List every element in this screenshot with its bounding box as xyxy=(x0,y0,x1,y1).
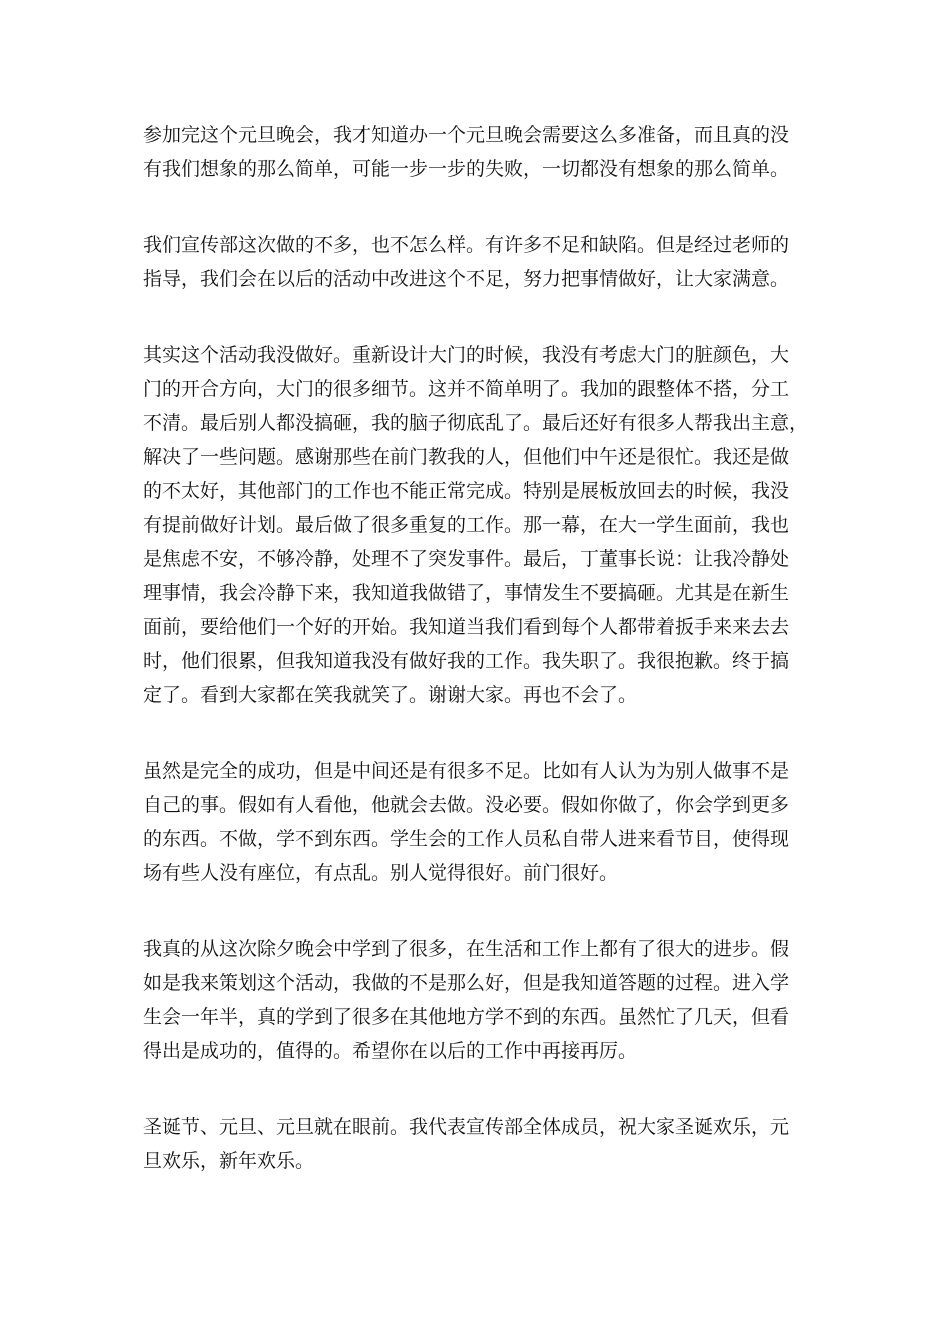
text-line: 门的开合方向，大门的很多细节。这并不简单明了。我加的跟整体不搭，分工 xyxy=(143,378,790,400)
paragraph-4 xyxy=(143,754,813,890)
text-line: 其实这个活动我没做好。重新设计大门的时候，我没有考虑大门的脏颜色，大 xyxy=(143,344,790,366)
paragraph-2 xyxy=(143,228,813,296)
text-line: 是焦虑不安，不够冷静，处理不了突发事件。最后，丁董事长说：让我冷静处 xyxy=(143,548,790,570)
document-body xyxy=(143,118,813,1220)
text-line: 我真的从这次除夕晚会中学到了很多，在生活和工作上都有了很大的进步。假 xyxy=(143,938,790,960)
text-line: 圣诞节、元旦、元旦就在眼前。我代表宣传部全体成员，祝大家圣诞欢乐，元 xyxy=(143,1116,790,1138)
text-line: 定了。看到大家都在笑我就笑了。谢谢大家。再也不会了。 xyxy=(143,684,638,706)
text-line: 不清。最后别人都没搞砸，我的脑子彻底乱了。最后还好有很多人帮我出主意， xyxy=(143,412,809,434)
text-line: 场有些人没有座位，有点乱。别人觉得很好。前门很好。 xyxy=(143,862,619,884)
text-line: 如是我来策划这个活动，我做的不是那么好，但是我知道答题的过程。进入学 xyxy=(143,972,790,994)
text-line: 解决了一些问题。感谢那些在前门教我的人，但他们中午还是很忙。我还是做 xyxy=(143,446,790,468)
text-line: 理事情，我会冷静下来，我知道我做错了，事情发生不要搞砸。尤其是在新生 xyxy=(143,582,790,604)
paragraph-5 xyxy=(143,932,813,1068)
text-line: 时，他们很累，但我知道我没有做好我的工作。我失职了。我很抱歉。终于搞 xyxy=(143,650,790,672)
text-line: 有我们想象的那么简单，可能一步一步的失败，一切都没有想象的那么简单。 xyxy=(143,158,790,180)
text-line: 指导，我们会在以后的活动中改进这个不足，努力把事情做好，让大家满意。 xyxy=(143,268,790,290)
text-line: 生会一年半，真的学到了很多在其他地方学不到的东西。虽然忙了几天，但看 xyxy=(143,1006,790,1028)
paragraph-3 xyxy=(143,338,813,712)
paragraph-6 xyxy=(143,1110,813,1178)
text-line: 有提前做好计划。最后做了很多重复的工作。那一幕，在大一学生面前，我也 xyxy=(143,514,790,536)
text-line: 得出是成功的，值得的。希望你在以后的工作中再接再厉。 xyxy=(143,1040,638,1062)
text-line: 虽然是完全的成功，但是中间还是有很多不足。比如有人认为为别人做事不是 xyxy=(143,760,790,782)
text-line: 的东西。不做，学不到东西。学生会的工作人员私自带人进来看节目，使得现 xyxy=(143,828,790,850)
text-line: 的不太好，其他部门的工作也不能正常完成。特别是展板放回去的时候，我没 xyxy=(143,480,790,502)
text-line: 自己的事。假如有人看他，他就会去做。没必要。假如你做了，你会学到更多 xyxy=(143,794,790,816)
text-line: 面前，要给他们一个好的开始。我知道当我们看到每个人都带着扳手来来去去 xyxy=(143,616,790,638)
text-line: 我们宣传部这次做的不多，也不怎么样。有许多不足和缺陷。但是经过老师的 xyxy=(143,234,790,256)
paragraph-1 xyxy=(143,118,813,186)
text-line: 旦欢乐，新年欢乐。 xyxy=(143,1150,315,1172)
text-line: 参加完这个元旦晚会，我才知道办一个元旦晚会需要这么多准备，而且真的没 xyxy=(143,124,790,146)
